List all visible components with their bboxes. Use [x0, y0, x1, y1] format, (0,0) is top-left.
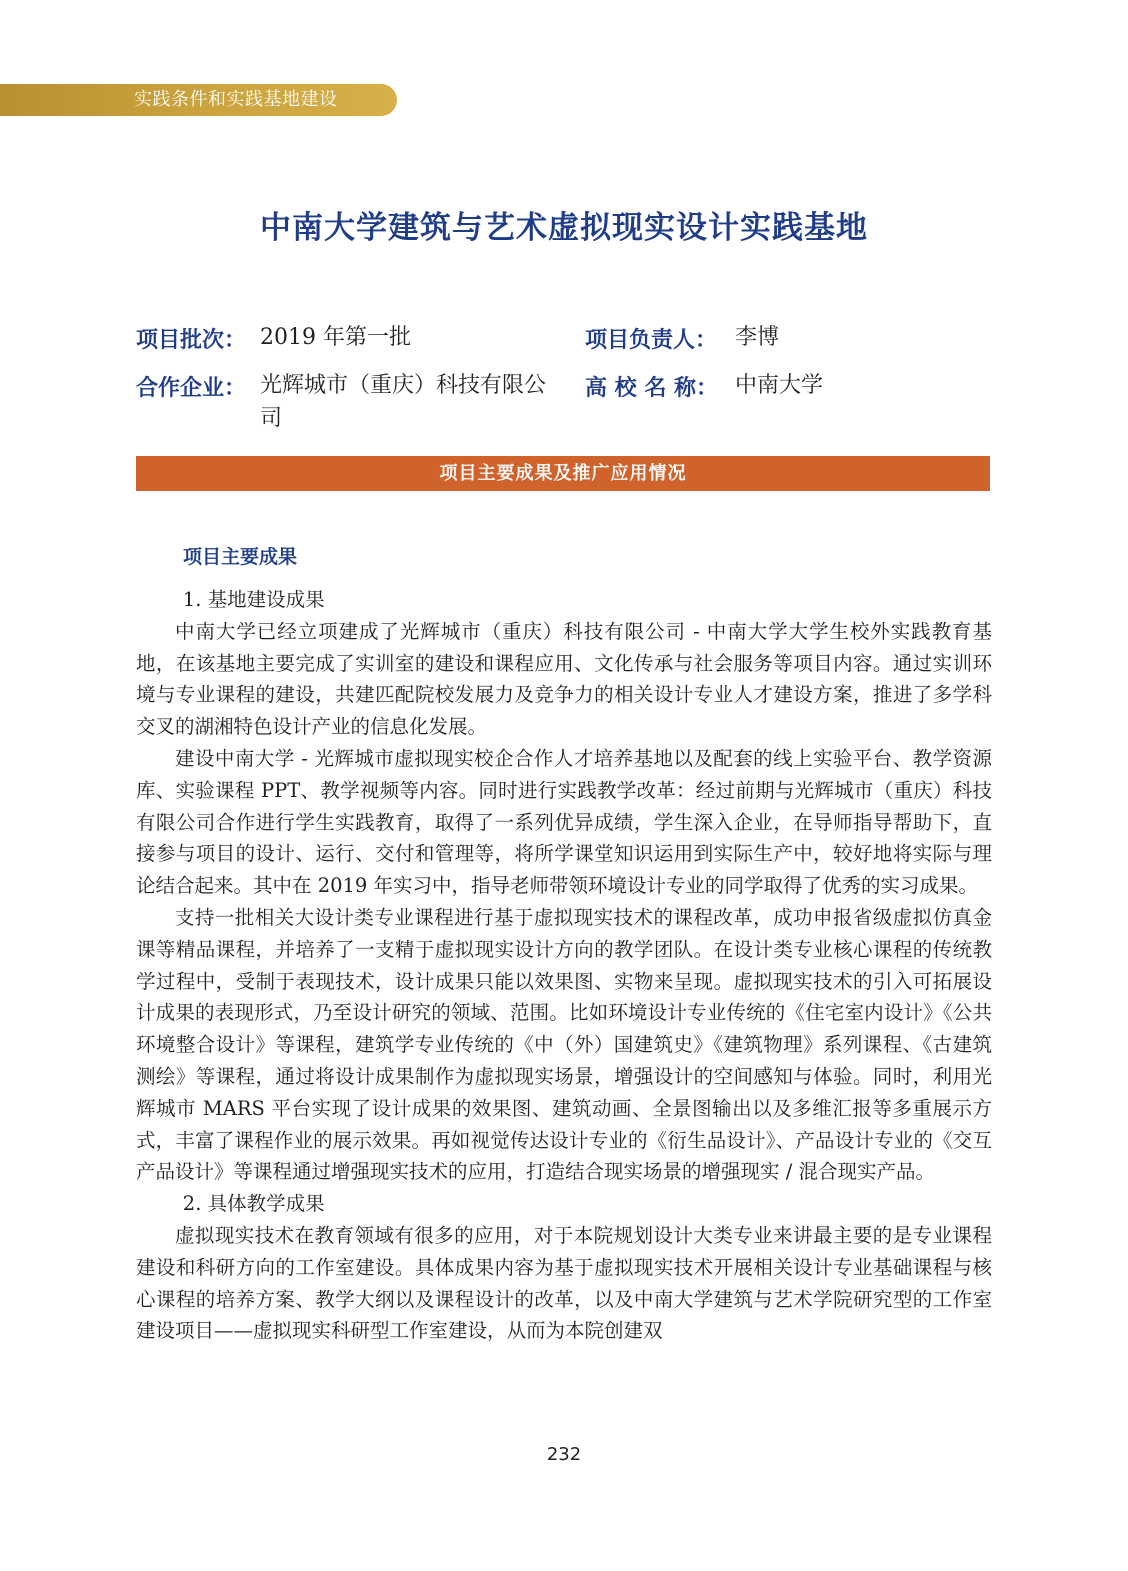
- leader-label: 项目负责人：: [585, 328, 718, 353]
- school-value: 中南大学: [735, 373, 824, 398]
- school-label: 高 校 名 称：: [585, 376, 718, 401]
- page-title: 中南大学建筑与艺术虚拟现实设计实践基地: [260, 210, 868, 246]
- page-number: 232: [546, 1444, 582, 1465]
- company-label: 合作企业：: [136, 376, 247, 401]
- paragraph: 建设中南大学 - 光辉城市虚拟现实校企合作人才培养基地以及配套的线上实验平台、教学资源库、实验课程 PPT、教学视频等内容。同时进行实践教学改革：经过前期与光辉城市（重庆）科技有限公司合作进行学生实践教育，取得了一系列优异成绩，学生深入企业，在导师指导帮助下，直接参与项目的设计、运行、交付和管理等，将所学课堂知识运用到实际生产中，较好地将实际与理论结合起来。其中在 2019 年实习中，指导老师带领环境设计专业的同学取得了优秀的实习成果。: [136, 746, 992, 898]
- leader-value: 李博: [735, 325, 780, 350]
- section-title: 项目主要成果及推广应用情况: [439, 463, 687, 484]
- body-text: [136, 584, 992, 1347]
- paragraph-heading-1: 1. 基地建设成果: [182, 588, 325, 611]
- batch-label: 项目批次：: [136, 328, 247, 353]
- paragraph: 虚拟现实技术在教育领域有很多的应用，对于本院规划设计大类专业来讲最主要的是专业课程建设和科研方向的工作室建设。具体成果内容为基于虚拟现实技术开展相关设计专业基础课程与核心课程的培养方案、教学大纲以及课程设计的改革，以及中南大学建筑与艺术学院研究型的工作室建设项目——虚拟现实科研型工作室建设，从而为本院创建双: [136, 1223, 992, 1343]
- header-section-label: 实践条件和实践基地建设: [134, 89, 338, 110]
- paragraph: 中南大学已经立项建成了光辉城市（重庆）科技有限公司 - 中南大学大学生校外实践教育基地，在该基地主要完成了实训室的建设和课程应用、文化传承与社会服务等项目内容。通过实训环境与专业课程的建设，共建匹配院校发展力及竞争力的相关设计专业人才建设方案，推进了多学科交叉的湖湘特色设计产业的信息化发展。: [136, 619, 992, 739]
- paragraph: 支持一批相关大设计类专业课程进行基于虚拟现实技术的课程改革，成功申报省级虚拟仿真金课等精品课程，并培养了一支精于虚拟现实设计方向的教学团队。在设计类专业核心课程的传统教学过程中，受制于表现技术，设计成果只能以效果图、实物来呈现。虚拟现实技术的引入可拓展设计成果的表现形式，乃至设计研究的领域、范围。比如环境设计专业传统的《住宅室内设计》《公共环境整合设计》等课程，建筑学专业传统的《中（外）国建筑史》《建筑物理》系列课程、《古建筑测绘》等课程，通过将设计成果制作为虚拟现实场景，增强设计的空间感知与体验。同时，利用光辉城市 MARS 平台实现了设计成果的效果图、建筑动画、全景图输出以及多维汇报等多重展示方式，丰富了课程作业的展示效果。再如视觉传达设计专业的《衍生品设计》、产品设计专业的《交互产品设计》等课程通过增强现实技术的应用，打造结合现实场景的增强现实 / 混合现实产品。: [136, 905, 992, 1184]
- paragraph-heading-2: 2. 具体教学成果: [182, 1192, 325, 1216]
- subheading: 项目主要成果: [183, 546, 298, 568]
- company-value: 光辉城市（重庆）科技有限公司: [260, 373, 547, 431]
- batch-value: 2019 年第一批: [260, 325, 411, 350]
